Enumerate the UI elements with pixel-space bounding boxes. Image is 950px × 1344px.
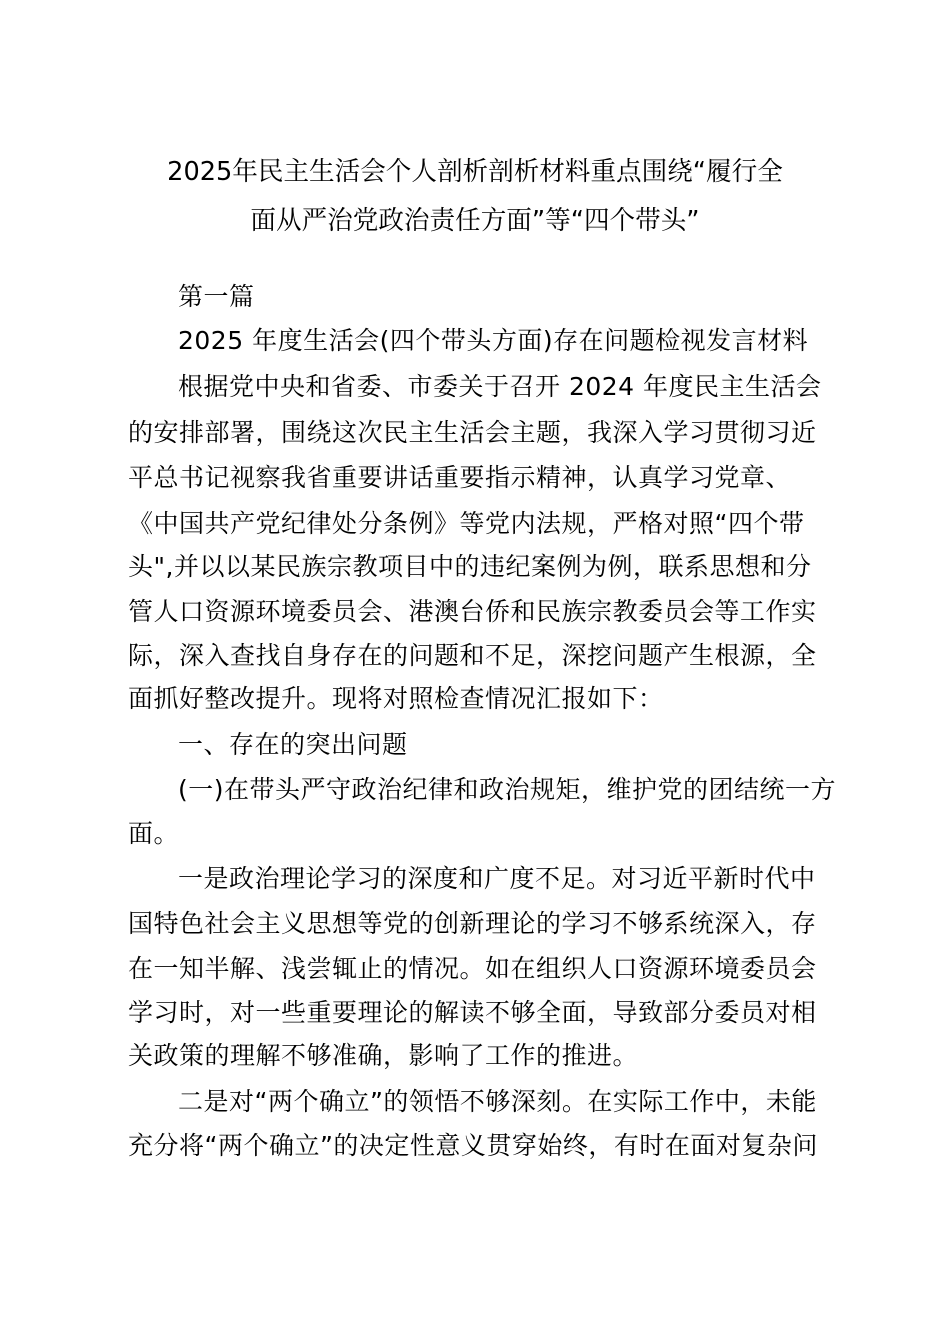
body-line: 在一知半解、浅尝辄止的情况。如在组织人口资源环境委员会	[128, 954, 817, 983]
subsection-heading: 面。	[128, 819, 180, 848]
section-label: 第一篇	[178, 282, 255, 311]
body-line: 头",并以以某民族宗教项目中的违纪案例为例，联系思想和分	[128, 552, 812, 581]
subsection-heading: (一)在带头严守政治纪律和政治规矩，维护党的团结统一方	[178, 775, 837, 804]
body-line: 国特色社会主义思想等党的创新理论的学习不够系统深入，存	[128, 909, 817, 938]
body-line: 面抓好整改提升。现将对照检查情况汇报如下：	[128, 684, 664, 713]
body-line: 根据党中央和省委、市委关于召开 2024 年度民主生活会	[178, 372, 822, 401]
subtitle: 2025 年度生活会(四个带头方面)存在问题检视发言材料	[178, 326, 809, 355]
body-line: 的安排部署，围绕这次民主生活会主题，我深入学习贯彻习近	[128, 418, 817, 447]
body-line: 平总书记视察我省重要讲话重要指示精神，认真学习党章、	[128, 463, 792, 492]
document-title-line-2: 面从严治党政治责任方面”等“四个带头”	[250, 206, 700, 236]
body-line: 充分将“两个确立”的决定性意义贯穿始终，有时在面对复杂问	[128, 1131, 818, 1160]
body-line: 管人口资源环境委员会、港澳台侨和民族宗教委员会等工作实	[128, 597, 817, 626]
body-line: 学习时，对一些重要理论的解读不够全面，导致部分委员对相	[128, 998, 817, 1027]
body-line: 关政策的理解不够准确，影响了工作的推进。	[128, 1041, 639, 1070]
section-heading: 一、存在的突出问题	[178, 730, 408, 759]
document-title-line-1: 2025年民主生活会个人剖析剖析材料重点围绕“履行全	[167, 157, 783, 187]
body-line: 二是对“两个确立”的领悟不够深刻。在实际工作中，未能	[178, 1087, 817, 1116]
body-line: 《中国共产党纪律处分条例》等党内法规，严格对照“四个带	[128, 509, 805, 538]
body-line: 一是政治理论学习的深度和广度不足。对习近平新时代中	[178, 864, 816, 893]
body-line: 际，深入查找自身存在的问题和不足，深挖问题产生根源，全	[128, 641, 817, 670]
